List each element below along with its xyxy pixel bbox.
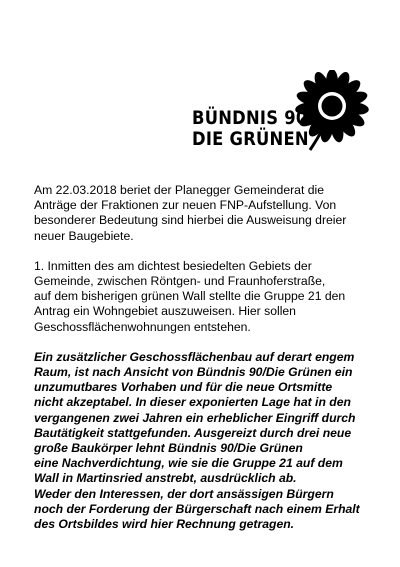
text-line: große Baukörper lehnt Bündnis 90/Die Grünen	[34, 441, 303, 456]
text-line: unzumutbares Vorhaben und für die neue Ortsmitte	[34, 380, 333, 395]
party-logo	[192, 70, 367, 165]
party-name	[192, 108, 309, 150]
text-line: Bautätigkeit stattgefunden. Ausgereizt durch drei neue	[34, 425, 352, 440]
text-line: Wall in Martinsried anstrebt, ausdrücklich ab.	[34, 471, 297, 486]
paragraph-statement	[34, 350, 374, 532]
text-line: auf dem bisherigen grünen Wall stellte die Gruppe 21 den	[34, 289, 346, 304]
text-line: vergangenen zwei Jahren ein erheblicher Eingriff durch	[34, 410, 356, 425]
document-body	[34, 183, 374, 547]
paragraph-intro	[34, 183, 374, 244]
text-line: neuer Baugebiete.	[34, 228, 134, 243]
text-line: Raum, ist nach Ansicht von Bündnis 90/Die Grünen ein	[34, 365, 353, 380]
text-line: noch der Forderung der Bürgerschaft nach einem Erhalt	[34, 501, 360, 516]
text-line: eine Nachverdichtung, wie sie die Gruppe 21 auf dem	[34, 456, 343, 471]
text-line: Weder den Interessen, der dort ansässigen Bürgern	[34, 486, 334, 501]
text-line: besonderer Bedeutung sind hierbei die Ausweisung dreier	[34, 213, 347, 228]
paragraph-item-1	[34, 259, 374, 335]
text-line: 1. Inmitten des am dichtest besiedelten Gebiets der	[34, 258, 312, 273]
text-line: Am 22.03.2018 beriet der Planegger Gemeinderat die	[34, 183, 324, 197]
text-line: Antrag ein Wohngebiet auszuweisen. Hier sollen	[34, 304, 296, 319]
text-line: Gemeinde, zwischen Röntgen- und Fraunhoferstraße,	[34, 274, 326, 289]
text-line: des Ortsbildes wird hier Rechnung getragen.	[34, 517, 295, 532]
logo-line-1: BÜNDNIS 90	[192, 107, 308, 129]
text-line: nicht akzeptabel. In dieser exponierten Lage hat in den	[34, 395, 351, 410]
text-line: Geschossflächenwohnungen entstehen.	[34, 319, 251, 334]
text-line: Ein zusätzlicher Geschossflächenbau auf derart engem	[34, 349, 355, 364]
text-line: Anträge der Fraktionen zur neuen FNP-Aufstellung. Von	[34, 198, 337, 213]
logo-line-2: DIE GRÜNEN	[192, 128, 309, 150]
